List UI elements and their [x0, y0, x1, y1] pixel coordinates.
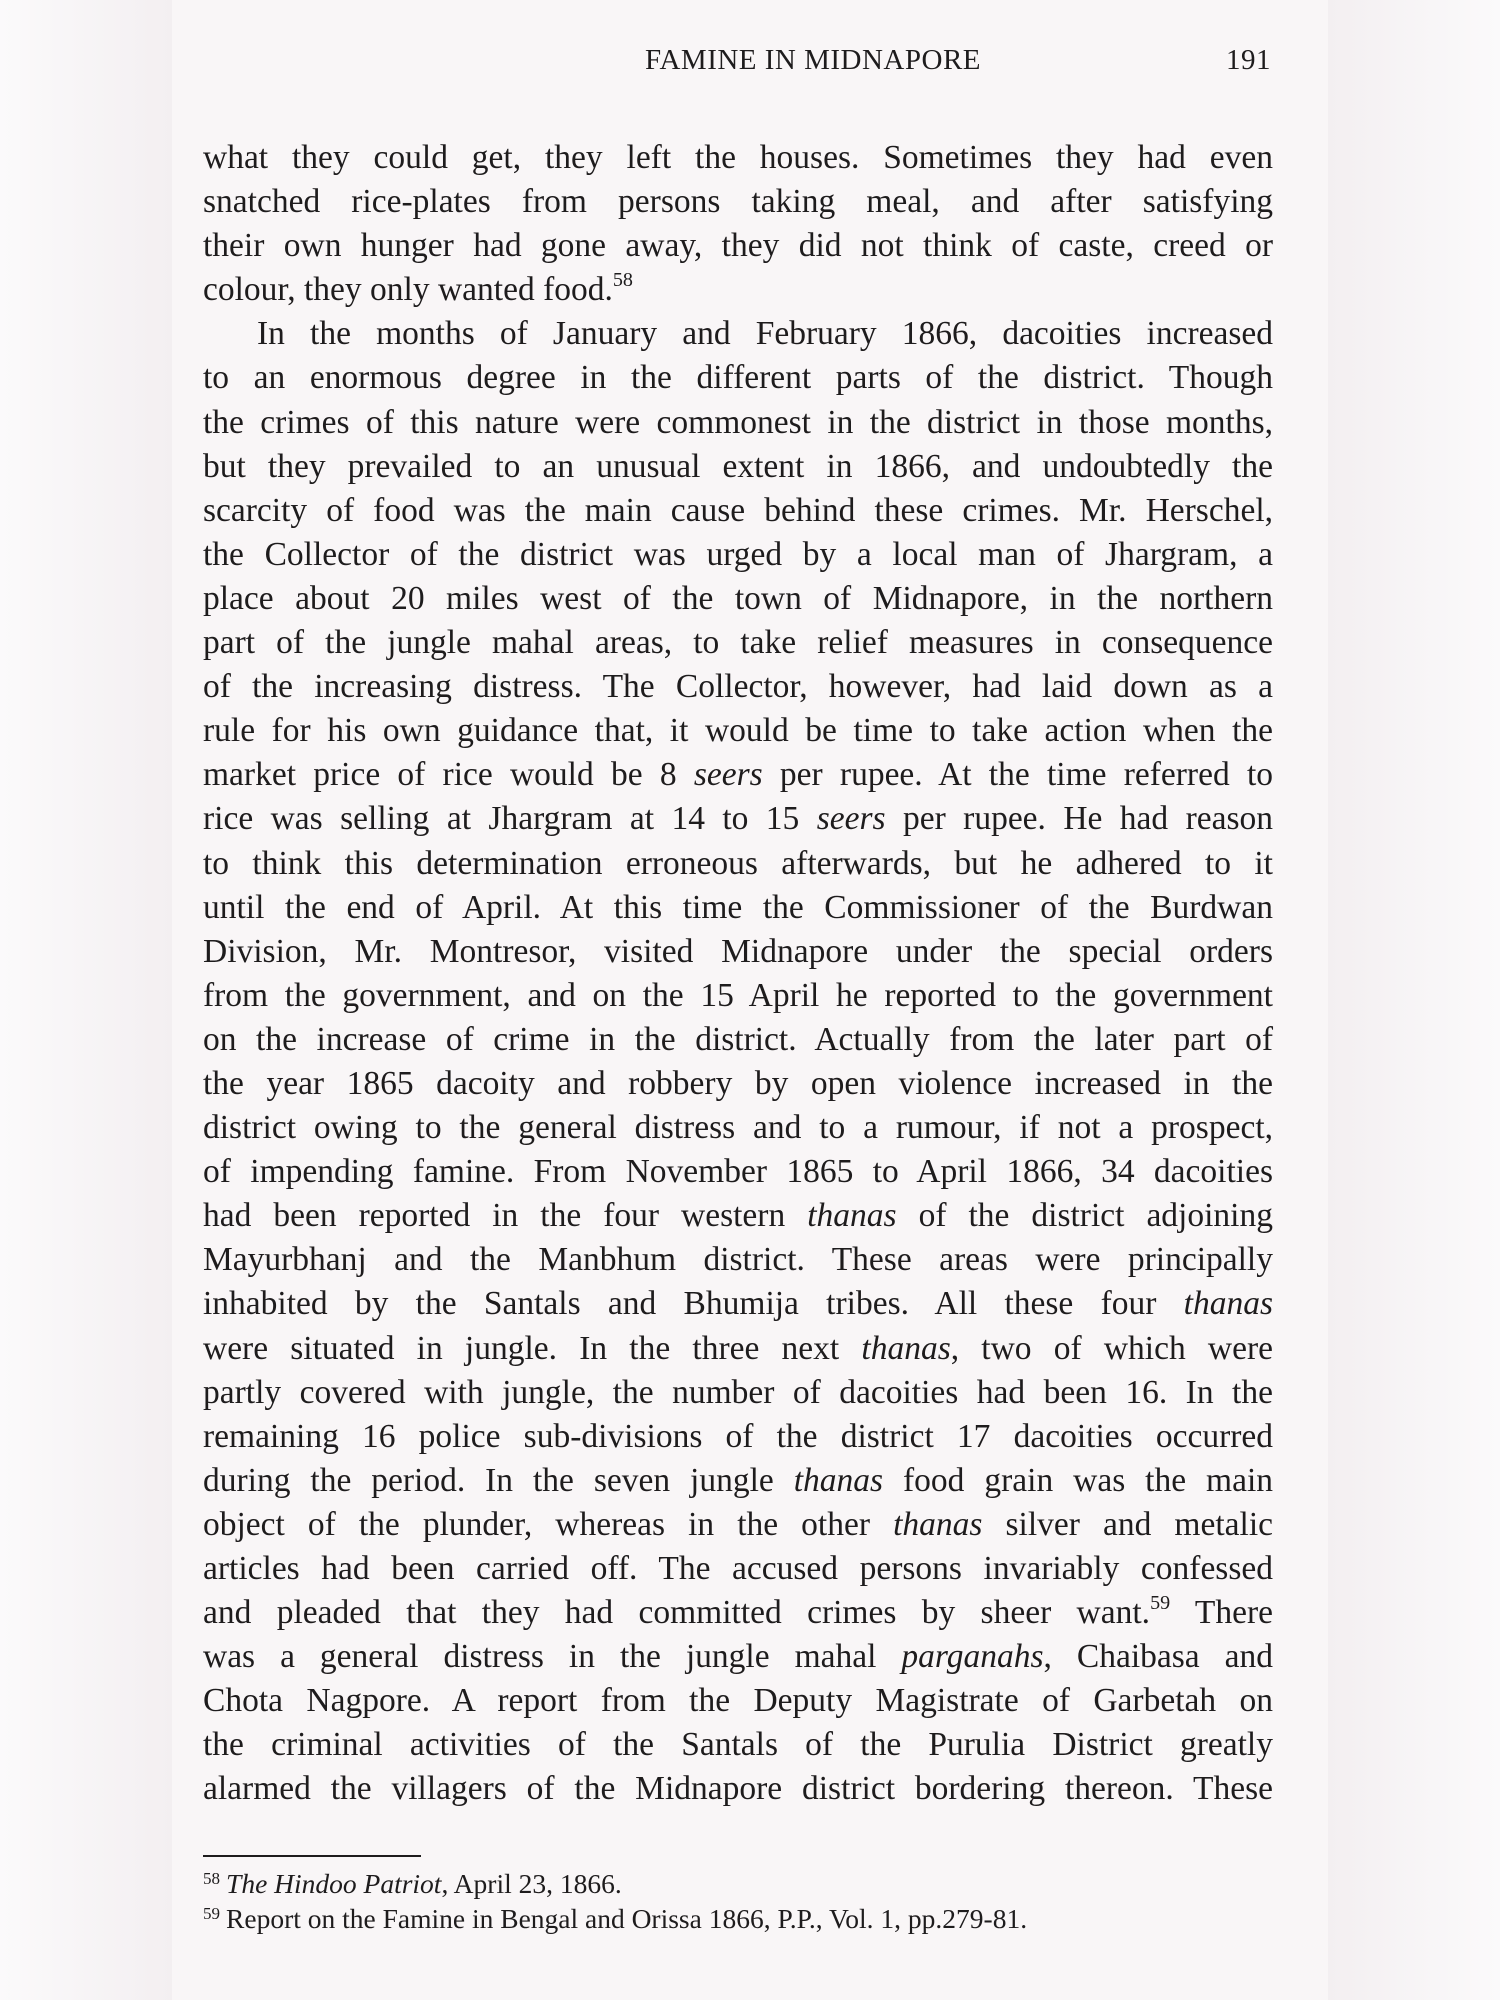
text-segment: rice was selling at Jhargram at 14 to 15: [203, 800, 817, 838]
italic-term: thanas: [893, 1505, 983, 1543]
footnote-text: , April 23, 1866.: [441, 1868, 622, 1899]
text-line: their own hunger had gone away, they did not think of caste, creed or: [203, 227, 1273, 265]
text-segment: market price of rice would be 8: [203, 756, 694, 794]
text-line: to an enormous degree in the different parts of the district. Though: [203, 359, 1273, 397]
text-segment: were situated in jungle. In the three next: [203, 1329, 862, 1367]
footnote-number: 59: [203, 1903, 221, 1923]
text-line: Mayurbhanj and the Manbhum district. These areas were principally: [203, 1241, 1273, 1279]
text-line: [203, 1591, 1273, 1635]
text-line: Chota Nagpore. A report from the Deputy Magistrate of Garbetah on: [203, 1682, 1273, 1720]
page-number: 191: [1226, 44, 1271, 76]
text-line: [203, 1503, 1273, 1547]
italic-term: parganahs: [901, 1638, 1044, 1676]
text-line: snatched rice-plates from persons taking meal, and after satisfying: [203, 183, 1273, 221]
italic-term: seers: [816, 800, 886, 838]
text-line: [203, 268, 1273, 312]
text-line: articles had been carried off. The accused persons invariably confessed: [203, 1550, 1273, 1587]
text-segment: object of the plunder, whereas in the other: [203, 1505, 894, 1543]
text-line: on the increase of crime in the district. Actually from the later part of: [203, 1020, 1273, 1058]
text-line: [203, 1282, 1273, 1326]
text-line: [203, 1459, 1273, 1503]
italic-term: thanas: [1183, 1285, 1273, 1323]
text-line: of the increasing distress. The Collector, however, had laid down as a: [203, 668, 1273, 706]
text-line: [203, 797, 1273, 841]
text-line: but they prevailed to an unusual extent in 1866, and undoubtedly the: [203, 447, 1273, 485]
text-segment: food grain was the main: [883, 1461, 1274, 1499]
text-line: the criminal activities of the Santals of the Purulia District greatly: [203, 1726, 1273, 1764]
footnote-source-title: The Hindoo Patriot: [226, 1868, 442, 1899]
text-line: place about 20 miles west of the town of Midnapore, in the northern: [203, 579, 1273, 617]
text-segment: of the district adjoining: [896, 1197, 1273, 1235]
footnote-text: Report on the Famine in Bengal and Orissa 1866, P.P., Vol. 1, pp.279-81.: [226, 1903, 1028, 1934]
italic-term: thanas: [861, 1329, 951, 1367]
text-line: part of the jungle mahal areas, to take relief measures in consequence: [203, 624, 1273, 662]
text-line: of impending famine. From November 1865 to April 1866, 34 dacoities: [203, 1153, 1273, 1191]
text-line: alarmed the villagers of the Midnapore district bordering thereon. These: [203, 1770, 1273, 1808]
note-ref-58: 58: [612, 269, 633, 292]
text-line: to think this determination erroneous afterwards, but he adhered to it: [203, 844, 1273, 882]
body-text: [203, 136, 1273, 1812]
text-segment: during the period. In the seven jungle: [203, 1461, 794, 1499]
text-line: the Collector of the district was urged by a local man of Jhargram, a: [203, 535, 1273, 573]
text-line: [203, 1194, 1273, 1238]
italic-term: seers: [693, 756, 763, 794]
italic-term: thanas: [807, 1197, 897, 1235]
text-line: until the end of April. At this time the Commissioner of the Burdwan: [203, 888, 1273, 926]
text-line: what they could get, they left the houses. Sometimes they had even: [203, 139, 1273, 176]
text-line: district owing to the general distress and to a rumour, if not a prospect,: [203, 1109, 1273, 1147]
running-title: FAMINE IN MIDNAPORE: [644, 44, 982, 76]
footnote-58: [203, 1866, 1273, 1901]
running-header: [205, 44, 1271, 84]
text-segment: per rupee. He had reason: [885, 800, 1274, 838]
text-line: [203, 1327, 1273, 1371]
text-line: [203, 753, 1273, 797]
text-line: partly covered with jungle, the number of dacoities had been 16. In the: [203, 1373, 1273, 1411]
text-line: remaining 16 police sub-divisions of the district 17 dacoities occurred: [203, 1417, 1273, 1455]
page-margin-right: [1328, 0, 1500, 2000]
text-line: [203, 1635, 1273, 1679]
text-line: rule for his own guidance that, it would be time to take action when the: [203, 712, 1273, 750]
italic-term: thanas: [793, 1461, 884, 1499]
text-line: Division, Mr. Montresor, visited Midnapore under the special orders: [203, 932, 1273, 970]
text-segment: colour, they only wanted food.: [203, 271, 613, 309]
text-line: scarcity of food was the main cause behind these crimes. Mr. Herschel,: [203, 491, 1273, 529]
text-segment: and pleaded that they had committed crimes by sheer want.: [203, 1594, 1151, 1632]
footnote-rule: [203, 1855, 421, 1857]
footnote-number: 58: [203, 1868, 221, 1888]
footnotes: [203, 1866, 1273, 1936]
text-line: the year 1865 dacoity and robbery by open violence increased in the: [203, 1064, 1273, 1102]
text-segment: , Chaibasa and: [1043, 1638, 1274, 1676]
text-segment: had been reported in the four western: [203, 1197, 808, 1235]
text-segment: was a general distress in the jungle mahal: [203, 1638, 902, 1676]
note-ref-59: 59: [1150, 1592, 1171, 1615]
text-segment: , two of which were: [950, 1329, 1273, 1367]
paragraph-first-line: In the months of January and February 1866, dacoities increased: [257, 315, 1273, 353]
text-line: from the government, and on the 15 April he reported to the government: [203, 976, 1273, 1014]
text-segment: inhabited by the Santals and Bhumija tribes. All these four: [203, 1285, 1184, 1323]
text-line: the crimes of this nature were commonest in the district in those months,: [203, 403, 1273, 441]
text-segment: per rupee. At the time referred to: [762, 756, 1273, 794]
footnote-59: [203, 1901, 1273, 1936]
page-margin-left: [0, 0, 172, 2000]
text-segment: There: [1170, 1594, 1273, 1632]
text-segment: silver and metalic: [982, 1505, 1273, 1543]
